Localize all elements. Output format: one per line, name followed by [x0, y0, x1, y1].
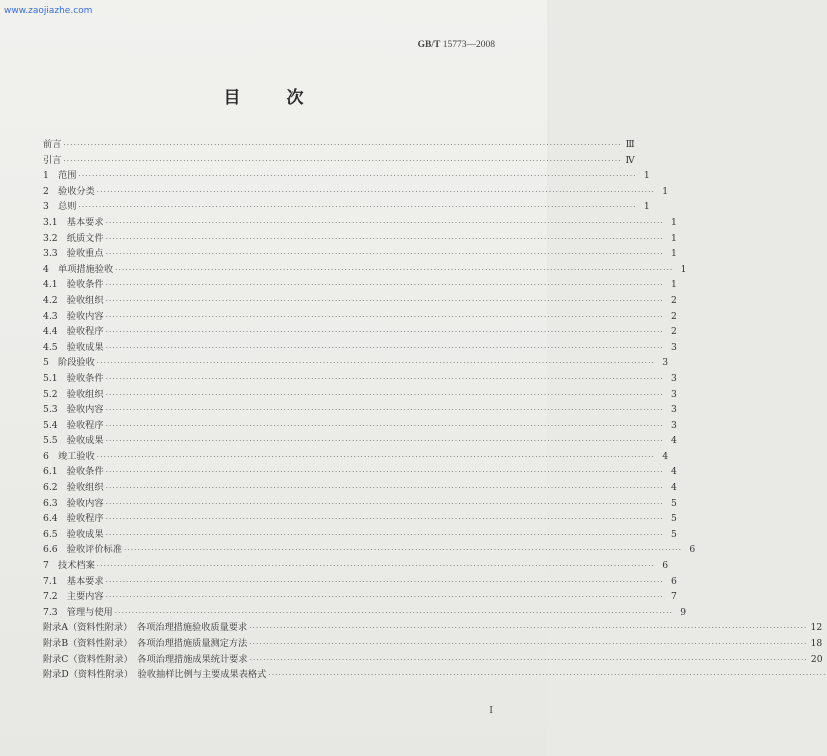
toc-dot-leader: ··································································································································································· [249, 640, 808, 648]
toc-entry [43, 309, 677, 325]
toc-entry-page: 1 [671, 248, 677, 260]
toc-dot-leader: ··································································································································································· [105, 421, 664, 430]
toc-entry-label: 3.2 纸质文件 [43, 232, 104, 244]
toc-entry-page: 3 [671, 419, 677, 431]
toc-entry-label: 2 验收分类 [43, 185, 95, 197]
standard-prefix: GB/T [417, 40, 441, 50]
toc-entry [43, 153, 635, 169]
toc-entry-page: 6 [671, 575, 677, 587]
toc-entry [43, 340, 677, 356]
toc-dot-leader: ··································································································································································· [105, 577, 664, 586]
toc-entry-page: 5 [671, 497, 677, 509]
toc-entry-page: Ⅳ [625, 154, 635, 166]
standard-code: 15773—2008 [442, 40, 495, 50]
toc-entry-label: 3.3 验收重点 [43, 248, 104, 260]
toc-entry [43, 511, 677, 527]
toc-entry-page: 2 [671, 310, 677, 322]
toc-dot-leader: ··································································································································································· [96, 187, 656, 196]
toc-entry-page: 5 [671, 513, 677, 525]
toc-entry-label: 6.1 验收条件 [43, 466, 104, 478]
toc-entry-page: 3 [671, 341, 677, 353]
toc-dot-leader: ··································································································································································· [78, 203, 637, 212]
toc-entry-label: 附录C（资料性附录） 各项治理措施成果统计要求 [43, 653, 248, 665]
toc-entry [43, 620, 823, 636]
toc-dot-leader: ··································································································································································· [78, 172, 637, 181]
toc-entry [43, 137, 635, 153]
toc-entry [43, 418, 677, 434]
toc-entry [43, 449, 669, 465]
toc-entry-page: 4 [671, 466, 677, 478]
toc-entry-label: 7.1 基本要求 [43, 575, 104, 587]
toc-entry [43, 667, 827, 683]
toc-entry-label: 5.2 验收组织 [43, 388, 104, 400]
toc-entry-page: 18 [810, 638, 823, 649]
toc-entry-label: 附录B（资料性附录） 各项治理措施质量测定方法 [43, 638, 248, 649]
toc-entry-label: 6.3 验收内容 [43, 497, 104, 509]
toc-entry-page: 1 [671, 232, 677, 244]
toc-entry-label: 7.2 主要内容 [43, 591, 104, 603]
toc-dot-leader: ··································································································································································· [96, 562, 656, 571]
toc-entry-label: 4 单项措施验收 [43, 263, 114, 275]
toc-entry-label: 引言 [43, 154, 62, 166]
toc-entry-page: 9 [680, 606, 687, 618]
toc-entry [43, 496, 677, 512]
toc-entry-page: 3 [671, 388, 677, 400]
toc-entry [43, 168, 650, 184]
toc-entry-label: 7.3 管理与使用 [43, 606, 113, 618]
toc-entry-label: 4.5 验收成果 [43, 341, 104, 353]
toc-dot-leader: ··································································································································································· [105, 218, 664, 227]
toc-entry-page: 4 [671, 435, 677, 447]
toc-entry [43, 199, 650, 215]
toc-dot-leader: ··································································································································································· [249, 624, 808, 633]
toc-entry-label: 6.2 验收组织 [43, 482, 104, 494]
toc-entry [43, 480, 677, 496]
toc-entry [43, 231, 677, 247]
toc-dot-leader: ··································································································································································· [105, 499, 664, 508]
toc-entry-label: 5.3 验收内容 [43, 404, 104, 416]
toc-entry-label: 前言 [43, 139, 62, 150]
toc-entry-page: 1 [671, 279, 677, 291]
toc-entry-page: 7 [671, 591, 677, 603]
toc-entry [43, 277, 677, 293]
toc-dot-leader: ··································································································································································· [63, 141, 622, 149]
toc-entry [43, 433, 677, 449]
toc-entry-page: 5 [671, 528, 677, 540]
watermark-url: www.zaojiazhe.com [4, 6, 93, 16]
toc-dot-leader: ··································································································································································· [105, 468, 664, 477]
toc-entry [43, 527, 677, 543]
toc-entry [43, 387, 677, 403]
toc-dot-leader: ··································································································································································· [96, 359, 656, 368]
toc-dot-leader: ··································································································································································· [105, 296, 664, 305]
toc-entry-label: 1 范围 [43, 170, 77, 182]
toc-entry-page: 3 [671, 404, 677, 416]
toc-dot-leader: ··································································································································································· [96, 452, 656, 461]
toc-dot-leader: ··································································································································································· [105, 593, 664, 602]
toc-entry-page: 4 [662, 450, 669, 462]
toc-dot-leader: ··································································································································································· [105, 250, 664, 259]
toc-dot-leader: ··································································································································································· [105, 530, 664, 539]
toc-entry-label: 5.5 验收成果 [43, 435, 104, 447]
toc-dot-leader: ··································································································································································· [105, 343, 664, 352]
toc-dot-leader: ··································································································································································· [105, 374, 664, 383]
page-title: 目 次 [223, 88, 324, 108]
toc-entry-page: 3 [671, 372, 677, 384]
toc-entry-page: 20 [810, 653, 823, 665]
toc-entry-label: 5 阶段验收 [43, 357, 95, 369]
toc-entry-label: 6.6 验收评价标准 [43, 544, 122, 556]
toc-dot-leader: ··································································································································································· [105, 437, 664, 446]
toc-dot-leader: ··································································································································································· [249, 655, 808, 664]
toc-entry-label: 6.4 验收程序 [43, 513, 104, 525]
toc-entry-page: 1 [680, 263, 687, 275]
toc-entry [43, 589, 677, 605]
toc-entry-page: 2 [671, 326, 677, 338]
toc-entry [43, 402, 677, 418]
toc-entry-label: 5.4 验收程序 [43, 419, 104, 431]
toc-dot-leader: ··································································································································································· [105, 328, 664, 337]
toc-dot-leader: ··································································································································································· [105, 234, 664, 243]
toc-dot-leader: ··································································································································································· [105, 406, 664, 415]
toc-entry-label: 3.1 基本要求 [43, 216, 104, 228]
toc-entry-label: 4.3 验收内容 [43, 310, 104, 322]
toc-dot-leader: ··································································································································································· [115, 265, 674, 274]
toc-dot-leader: ··································································································································································· [105, 390, 664, 399]
toc-entry-page: Ⅲ [625, 139, 635, 150]
table-of-contents [43, 137, 827, 683]
toc-dot-leader: ··································································································································································· [105, 484, 664, 493]
toc-entry-page: 2 [671, 294, 677, 306]
toc-entry-label: 附录A（资料性附录） 各项治理措施验收质量要求 [43, 622, 248, 634]
toc-entry-page: 1 [671, 216, 677, 228]
toc-dot-leader: ··································································································································································· [63, 156, 622, 165]
toc-entry [43, 293, 677, 309]
toc-entry-page: 1 [643, 201, 650, 213]
standard-number [418, 40, 495, 50]
toc-entry [43, 574, 677, 590]
toc-entry-label: 5.1 验收条件 [43, 372, 104, 384]
toc-entry [43, 262, 687, 278]
toc-entry [43, 605, 687, 621]
toc-entry [43, 558, 669, 574]
toc-entry-page: 4 [671, 482, 677, 494]
toc-entry-label: 7 技术档案 [43, 560, 95, 572]
toc-dot-leader: ··································································································································································· [123, 546, 683, 555]
toc-entry [43, 636, 823, 652]
toc-entry-page: 6 [689, 544, 696, 556]
toc-entry-label: 4.4 验收程序 [43, 326, 104, 338]
toc-entry [43, 246, 677, 262]
toc-entry [43, 324, 677, 340]
toc-entry-page: 1 [643, 170, 650, 182]
toc-entry-label: 4.2 验收组织 [43, 294, 104, 306]
toc-dot-leader: ··································································································································································· [268, 671, 827, 680]
toc-dot-leader: ··································································································································································· [105, 312, 664, 321]
toc-entry [43, 215, 677, 231]
toc-entry-label: 附录D（资料性附录） 验收抽样比例与主要成果表格式 [43, 669, 267, 681]
toc-entry [43, 355, 669, 371]
toc-entry [43, 542, 696, 558]
toc-entry-label: 3 总则 [43, 201, 77, 213]
toc-entry-page: 3 [662, 357, 669, 369]
toc-dot-leader: ··································································································································································· [105, 515, 664, 524]
toc-dot-leader: ··································································································································································· [105, 281, 664, 290]
toc-entry-page: 6 [662, 560, 669, 572]
toc-entry-page: 12 [810, 622, 823, 634]
toc-entry [43, 652, 823, 668]
toc-entry [43, 184, 669, 200]
toc-entry [43, 464, 677, 480]
toc-entry-label: 4.1 验收条件 [43, 279, 104, 291]
toc-entry [43, 371, 677, 387]
toc-dot-leader: ··································································································································································· [114, 608, 674, 617]
toc-entry-label: 6 竣工验收 [43, 450, 95, 462]
folio-page-number: I [489, 705, 493, 716]
toc-entry-label: 6.5 验收成果 [43, 528, 104, 540]
toc-entry-page: 1 [662, 185, 669, 197]
